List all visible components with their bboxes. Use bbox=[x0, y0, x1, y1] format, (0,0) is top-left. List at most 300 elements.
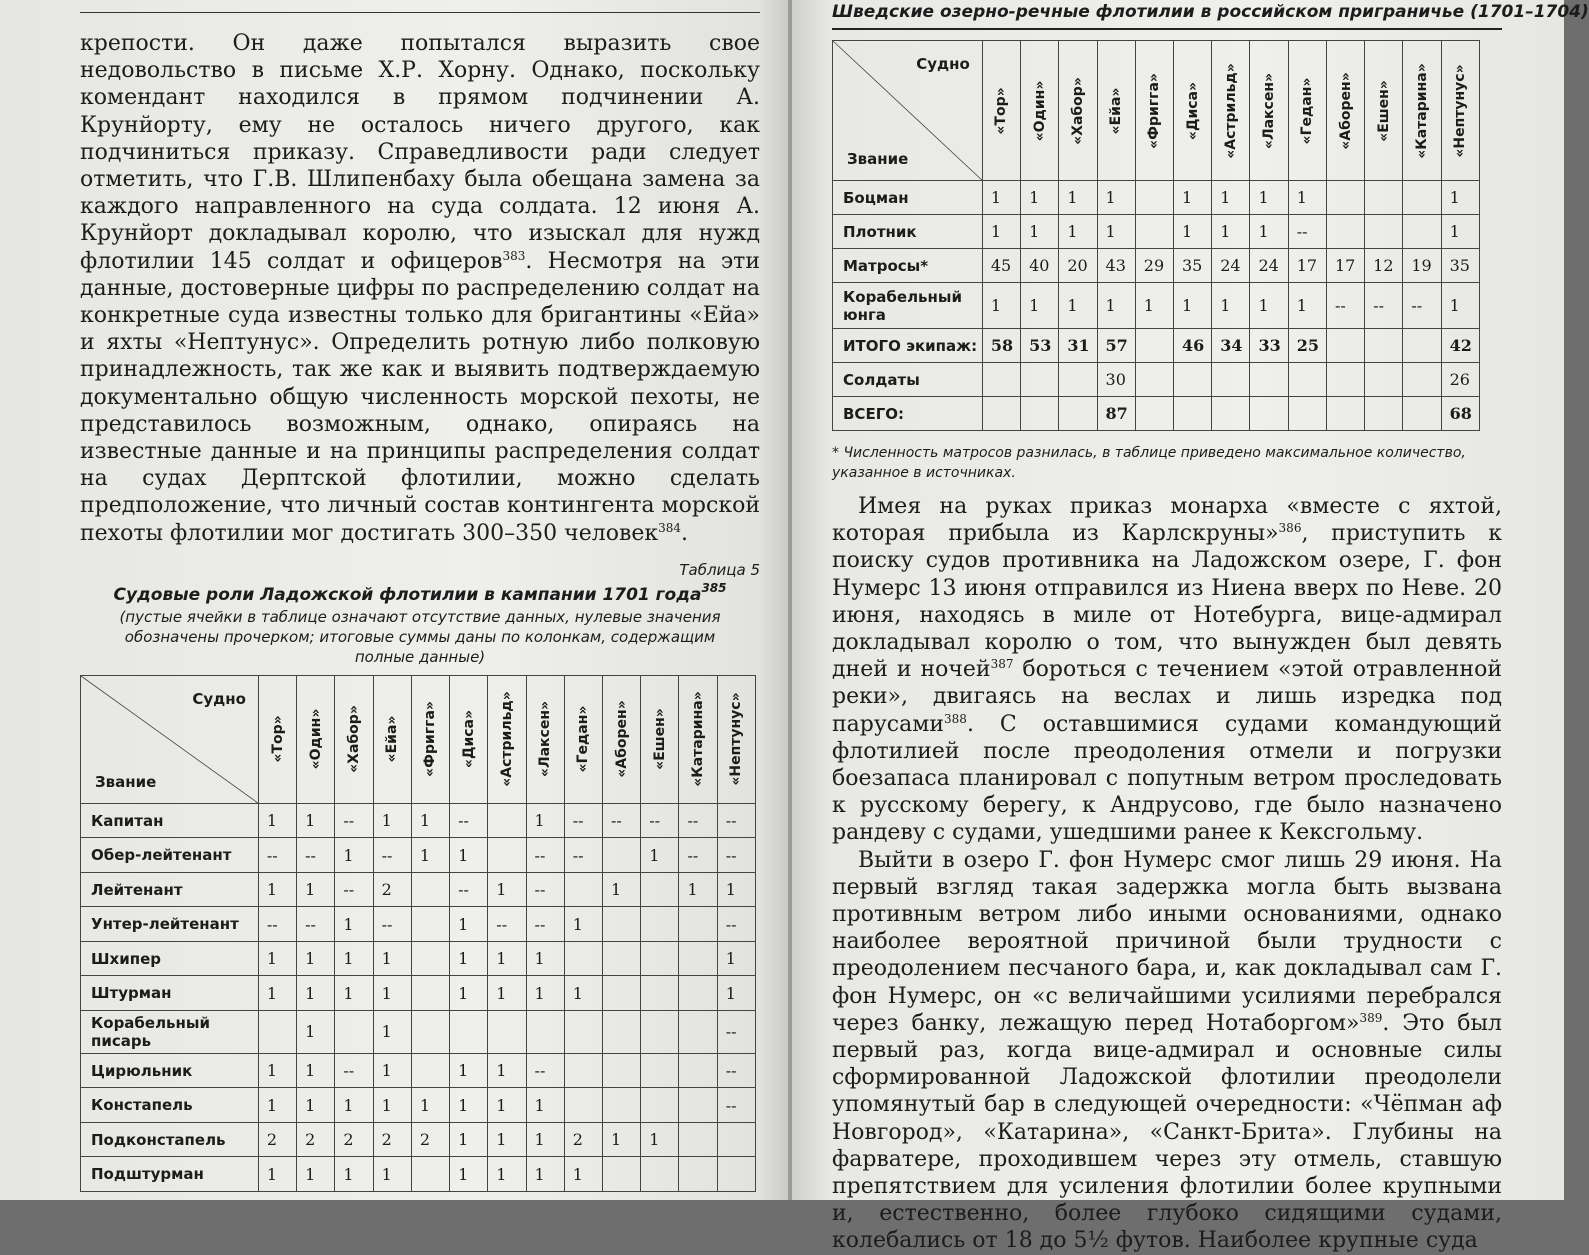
table-cell: 1 bbox=[258, 1157, 296, 1192]
table-cell bbox=[411, 872, 449, 907]
table-cell bbox=[641, 976, 679, 1011]
table-cell bbox=[411, 907, 449, 942]
table-cell: 1 bbox=[1097, 215, 1135, 249]
table-cell: -- bbox=[1403, 283, 1441, 329]
table-cell: -- bbox=[564, 838, 602, 873]
row-label: Корабельный юнга bbox=[833, 283, 983, 329]
table-cell bbox=[982, 397, 1020, 431]
row-label: Подконстапель bbox=[81, 1122, 259, 1157]
table-cell: 29 bbox=[1135, 249, 1173, 283]
table-cell bbox=[641, 907, 679, 942]
table-cell: 1 bbox=[1174, 283, 1212, 329]
right-page bbox=[792, 0, 1589, 1254]
table-cell bbox=[411, 941, 449, 976]
crew-table-right bbox=[832, 40, 1480, 431]
table-cell bbox=[411, 1010, 449, 1053]
ship-header: «Лаксен» bbox=[1250, 41, 1288, 181]
table-cell bbox=[1365, 215, 1403, 249]
table-cell: 1 bbox=[1174, 215, 1212, 249]
table-cell: -- bbox=[564, 803, 602, 838]
table-row bbox=[81, 1053, 756, 1088]
table-cell bbox=[679, 1122, 717, 1157]
table-cell: -- bbox=[335, 872, 373, 907]
table-cell bbox=[1212, 363, 1250, 397]
table-cell bbox=[982, 363, 1020, 397]
table-row bbox=[833, 249, 1480, 283]
table-cell: 2 bbox=[411, 1122, 449, 1157]
table-title bbox=[80, 580, 760, 605]
table-cell bbox=[679, 976, 717, 1011]
table-row bbox=[81, 872, 756, 907]
right-paragraph-2: Выйти в озеро Г. фон Нумерс смог лишь 29 июня. На первый взгляд такая задержка могла быть вызвана противным ветром либо иными основаниями, однако наиболее вероятной причиной были трудности с преодолением песчаного бара, и, как докладывал сам Г. фон Нумерс, он «с величайшими усилиями перебрался через банку, лежащую перед Нотаборгом»$^{389}$. Это был первый раз, когда вице-адмирал и основные силы сформированной Ладожской флотилии преодолели упомянутый бар в следующей очередности: «Чёпман аф Новгород», «Катарина», «Санкт-Брита». Глубины на фарватере, проходившем через эту отмель, ставшую препятствием для усиления флотилии более крупными и, естественно, более глубоко сидящими судами, колебались от 18 до 5½ футов. Наиболее крупные суда bbox=[832, 847, 1503, 1254]
table-cell: -- bbox=[297, 838, 335, 873]
table-cell: 35 bbox=[1441, 249, 1479, 283]
table-cell bbox=[1403, 363, 1441, 397]
table-cell: 1 bbox=[411, 838, 449, 873]
left-paragraph: крепости. Он даже попытался выразить свое недовольство в письме Х.Р. Хорну. Однако, поскольку комендант находился в прямом подчинении А. Крунйорту, ему не осталось ничего другого, как подчиниться приказу. Справедливости ради следует отметить, что Г.В. Шлипенбаху была обещана замена за каждого направленного на суда солдата. 12 июня А. Крунйорт докладывал королю, что изыскал для нужд флотилии 145 солдат и офицеров$^{383}$. Несмотря на эти данные, достоверные цифры по распределению солдат на конкретные суда известны только для бригантины «Ейа» и яхты «Нептунус». Определить ротную либо полковую принадлежность, так же как и выявить подтверждаемую документально общую численность морской пехоты, не представилось возможным, однако, опираясь на известные данные и на принципы распределения солдат на судах Дерптской флотилии, можно сделать предположение, что личный состав контингента морской пехоты флотилии мог достигать 300–350 человек$^{384}$. bbox=[80, 31, 760, 546]
table-row bbox=[81, 1088, 756, 1123]
table-cell: -- bbox=[450, 803, 488, 838]
left-body-text bbox=[80, 30, 760, 547]
table-cell bbox=[679, 1053, 717, 1088]
table-cell: 1 bbox=[1250, 215, 1288, 249]
table-footnote: * Численность матросов разнилась, в таблице приведено максимальное количество, указанное в источниках. bbox=[832, 445, 1466, 481]
table-cell bbox=[450, 1010, 488, 1053]
table-cell: 1 bbox=[1212, 181, 1250, 215]
table-cell: 40 bbox=[1021, 249, 1059, 283]
table-title-text: Судовые роли Ладожской флотилии в кампании 1701 года bbox=[113, 584, 702, 605]
table-cell: 1 bbox=[1288, 283, 1326, 329]
ship-header: «Астрильд» bbox=[488, 675, 526, 803]
table-cell: 1 bbox=[1288, 181, 1326, 215]
ship-header: «Ейа» bbox=[1097, 41, 1135, 181]
table-cell bbox=[1059, 397, 1097, 431]
row-label: Обер-лейтенант bbox=[81, 838, 259, 873]
table-cell bbox=[1135, 181, 1173, 215]
table-cell: 1 bbox=[526, 803, 564, 838]
table-cell: -- bbox=[526, 838, 564, 873]
table-cell: 43 bbox=[1097, 249, 1135, 283]
table-cell bbox=[1174, 397, 1212, 431]
table-cell: 1 bbox=[373, 941, 411, 976]
table-cell bbox=[488, 1010, 526, 1053]
table-cell: -- bbox=[717, 1053, 755, 1088]
table-cell bbox=[679, 907, 717, 942]
ship-header: «Ешен» bbox=[1365, 41, 1403, 181]
table-cell bbox=[1288, 363, 1326, 397]
table-cell: 1 bbox=[526, 1122, 564, 1157]
table-cell: -- bbox=[258, 838, 296, 873]
table-cell bbox=[1326, 215, 1364, 249]
table-cell: 87 bbox=[1097, 397, 1135, 431]
table-cell: 1 bbox=[258, 872, 296, 907]
ship-header: «Ейа» bbox=[373, 675, 411, 803]
ship-header: «Тор» bbox=[258, 675, 296, 803]
row-label: ВСЕГО: bbox=[833, 397, 983, 431]
table-cell: 1 bbox=[641, 838, 679, 873]
table-cell: -- bbox=[297, 907, 335, 942]
table-cell: 17 bbox=[1288, 249, 1326, 283]
table-cell: 1 bbox=[297, 1053, 335, 1088]
table-cell: -- bbox=[1326, 283, 1364, 329]
table-cell: 1 bbox=[258, 976, 296, 1011]
table-cell: 1 bbox=[1250, 181, 1288, 215]
table-cell bbox=[603, 941, 641, 976]
table-row bbox=[81, 1157, 756, 1192]
table-cell: -- bbox=[526, 907, 564, 942]
table-cell: 1 bbox=[450, 976, 488, 1011]
table-cell: -- bbox=[526, 1053, 564, 1088]
table-cell bbox=[411, 1157, 449, 1192]
table-cell bbox=[564, 1053, 602, 1088]
table-cell: -- bbox=[335, 803, 373, 838]
table-cell bbox=[1212, 397, 1250, 431]
table-cell: 1 bbox=[450, 1157, 488, 1192]
table-cell: 1 bbox=[373, 803, 411, 838]
table-row bbox=[833, 329, 1480, 363]
table-cell: 1 bbox=[1097, 181, 1135, 215]
table-row bbox=[81, 803, 756, 838]
table-cell: 2 bbox=[373, 872, 411, 907]
table-corner-cell bbox=[81, 675, 259, 803]
table-cell bbox=[1288, 397, 1326, 431]
table-cell bbox=[1365, 181, 1403, 215]
row-label: Шхипер bbox=[81, 941, 259, 976]
table-row bbox=[833, 215, 1480, 249]
table-row bbox=[833, 181, 1480, 215]
table-cell: 1 bbox=[258, 803, 296, 838]
ship-header: «Фригга» bbox=[411, 675, 449, 803]
table-cell: 1 bbox=[1021, 215, 1059, 249]
table-cell: 1 bbox=[1441, 215, 1479, 249]
table-cell: 58 bbox=[982, 329, 1020, 363]
table-cell: 1 bbox=[982, 181, 1020, 215]
table-cell: 1 bbox=[1059, 181, 1097, 215]
left-page bbox=[0, 0, 790, 1200]
corner-ship-label: Судно bbox=[192, 689, 246, 708]
table-cell: 2 bbox=[258, 1122, 296, 1157]
table-cell: 1 bbox=[297, 976, 335, 1011]
table-cell bbox=[488, 838, 526, 873]
table-cell bbox=[717, 1122, 755, 1157]
table-cell: 45 bbox=[982, 249, 1020, 283]
table-cell: 1 bbox=[373, 976, 411, 1011]
table-cell: 1 bbox=[297, 803, 335, 838]
table-cell: 1 bbox=[603, 1122, 641, 1157]
table-cell bbox=[603, 907, 641, 942]
table-row bbox=[81, 976, 756, 1011]
table-cell bbox=[1250, 363, 1288, 397]
table-cell bbox=[603, 838, 641, 873]
table-cell bbox=[1326, 397, 1364, 431]
table-cell: -- bbox=[258, 907, 296, 942]
table-cell: 1 bbox=[258, 1088, 296, 1123]
table-title-ref: 385 bbox=[701, 580, 727, 595]
ship-header: «Хабор» bbox=[335, 675, 373, 803]
table-cell: 2 bbox=[335, 1122, 373, 1157]
row-label: Капитан bbox=[81, 803, 259, 838]
table-cell: 1 bbox=[297, 1157, 335, 1192]
table-cell bbox=[641, 1010, 679, 1053]
table-cell bbox=[1135, 329, 1173, 363]
ship-header: «Аборен» bbox=[603, 675, 641, 803]
table-cell: 1 bbox=[450, 1053, 488, 1088]
table-cell: 1 bbox=[1135, 283, 1173, 329]
table-cell bbox=[1135, 215, 1173, 249]
table-cell: 1 bbox=[1212, 215, 1250, 249]
table-cell bbox=[641, 1088, 679, 1123]
table-label: Таблица 5 bbox=[679, 560, 760, 579]
table-cell: -- bbox=[717, 1088, 755, 1123]
table-cell: 2 bbox=[564, 1122, 602, 1157]
table-cell: 1 bbox=[564, 907, 602, 942]
table-cell bbox=[411, 976, 449, 1011]
table-cell bbox=[526, 1010, 564, 1053]
table-cell bbox=[1326, 363, 1364, 397]
table-cell: 1 bbox=[297, 941, 335, 976]
table-cell: -- bbox=[1288, 215, 1326, 249]
table-cell bbox=[564, 941, 602, 976]
table-cell: -- bbox=[1365, 283, 1403, 329]
table-cell: 1 bbox=[373, 1088, 411, 1123]
table-cell: 1 bbox=[488, 1122, 526, 1157]
table-cell bbox=[1135, 363, 1173, 397]
table-cell: 20 bbox=[1059, 249, 1097, 283]
table-cell: 1 bbox=[488, 1053, 526, 1088]
table-cell: 1 bbox=[564, 1157, 602, 1192]
table-cell: 1 bbox=[717, 976, 755, 1011]
table-cell: 1 bbox=[373, 1157, 411, 1192]
table-cell: -- bbox=[717, 838, 755, 873]
table-cell: -- bbox=[335, 1053, 373, 1088]
table-cell bbox=[679, 1157, 717, 1192]
table-cell: 1 bbox=[1021, 181, 1059, 215]
row-label: Лейтенант bbox=[81, 872, 259, 907]
table-cell: 1 bbox=[373, 1010, 411, 1053]
row-label: ИТОГО экипаж: bbox=[833, 329, 983, 363]
row-label: Корабельный писарь bbox=[81, 1010, 259, 1053]
table-cell bbox=[1365, 397, 1403, 431]
table-cell: -- bbox=[373, 907, 411, 942]
table-cell: 30 bbox=[1097, 363, 1135, 397]
table-cell bbox=[1135, 397, 1173, 431]
table-cell: 1 bbox=[603, 872, 641, 907]
table-cell: 1 bbox=[258, 941, 296, 976]
table-cell: 1 bbox=[1059, 215, 1097, 249]
table-cell: 1 bbox=[373, 1053, 411, 1088]
table-cell: 1 bbox=[641, 1122, 679, 1157]
table-cell: -- bbox=[488, 907, 526, 942]
table-cell: 1 bbox=[335, 838, 373, 873]
table-cell: 1 bbox=[488, 1157, 526, 1192]
table-cell bbox=[603, 1157, 641, 1192]
table-cell: -- bbox=[717, 803, 755, 838]
table-cell bbox=[1059, 363, 1097, 397]
ship-header: «Хабор» bbox=[1059, 41, 1097, 181]
table-cell bbox=[258, 1010, 296, 1053]
table-cell: 1 bbox=[1212, 283, 1250, 329]
table-row bbox=[81, 941, 756, 976]
table-cell bbox=[1365, 363, 1403, 397]
top-rule bbox=[80, 12, 760, 13]
table-cell bbox=[603, 1088, 641, 1123]
table-cell bbox=[1365, 329, 1403, 363]
table-cell bbox=[564, 1010, 602, 1053]
table-row bbox=[833, 283, 1480, 329]
table-cell: 57 bbox=[1097, 329, 1135, 363]
ship-header: «Катарина» bbox=[679, 675, 717, 803]
corner-ship-label: Судно bbox=[916, 55, 970, 73]
table-cell: 1 bbox=[335, 1088, 373, 1123]
table-cell: 24 bbox=[1212, 249, 1250, 283]
table-cell: 1 bbox=[450, 1122, 488, 1157]
table-cell: 31 bbox=[1059, 329, 1097, 363]
table-cell: 1 bbox=[335, 1157, 373, 1192]
table-cell: 1 bbox=[526, 1088, 564, 1123]
table-cell: 1 bbox=[450, 907, 488, 942]
table-cell bbox=[679, 1010, 717, 1053]
table-cell: 1 bbox=[1097, 283, 1135, 329]
right-paragraph-1: Имея на руках приказ монарха «вместе с яхтой, которая прибыла из Карлскруны»$^{386}$, приступить к поиску судов противника на Ладожском озере, Г. фон Нумерс 13 июня отправился из Ниена вверх по Неве. 20 июня, находясь в миле от Нотебурга, вице-адмирал докладывал королю о том, что вынужден был девять дней и ночей$^{387}$ бороться с течением «этой отравленной реки», двигаясь на веслах и лишь изредка под парусами$^{388}$. С оставшимися судами командующий флотилией после преодоления отмели и погрузки боезапаса планировал с попутным ветром проследовать к русскому берегу, к Андрусово, где было назначено рандеву с судами, ушедшими ранее к Кексгольму. bbox=[832, 494, 1502, 846]
corner-rank-label: Звание bbox=[95, 772, 157, 791]
table-cell: 1 bbox=[526, 941, 564, 976]
table-cell: 1 bbox=[717, 872, 755, 907]
row-label: Матросы* bbox=[833, 249, 983, 283]
table-cell: 1 bbox=[526, 1157, 564, 1192]
table-cell bbox=[641, 1157, 679, 1192]
table-cell: 1 bbox=[1021, 283, 1059, 329]
row-label: Плотник bbox=[833, 215, 983, 249]
table-cell: 19 bbox=[1403, 249, 1441, 283]
table-cell bbox=[603, 976, 641, 1011]
table-row bbox=[81, 1122, 756, 1157]
table-cell: 1 bbox=[1441, 181, 1479, 215]
running-head: Шведские озерно-речные флотилии в российском приграничье (1701–1704) bbox=[832, 0, 1502, 30]
table-cell: 1 bbox=[335, 976, 373, 1011]
table-cell: 2 bbox=[297, 1122, 335, 1157]
table-cell bbox=[641, 941, 679, 976]
table-cell: 1 bbox=[982, 215, 1020, 249]
right-body-text bbox=[832, 493, 1502, 1255]
ship-header: «Аборен» bbox=[1326, 41, 1364, 181]
ship-header: «Тор» bbox=[982, 41, 1020, 181]
row-label: Унтер-лейтенант bbox=[81, 907, 259, 942]
row-label: Штурман bbox=[81, 976, 259, 1011]
table-cell: -- bbox=[373, 838, 411, 873]
table-cell: 1 bbox=[526, 976, 564, 1011]
row-label: Констапель bbox=[81, 1088, 259, 1123]
table-cell: -- bbox=[679, 838, 717, 873]
table-cell bbox=[1021, 363, 1059, 397]
table-cell: 42 bbox=[1441, 329, 1479, 363]
table-cell: 1 bbox=[450, 941, 488, 976]
table-cell: -- bbox=[450, 872, 488, 907]
row-label: Боцман bbox=[833, 181, 983, 215]
table-cell: -- bbox=[679, 803, 717, 838]
table-cell bbox=[717, 1157, 755, 1192]
ship-header: «Нептунус» bbox=[1441, 41, 1479, 181]
table-cell: 1 bbox=[411, 803, 449, 838]
table-cell: 1 bbox=[564, 976, 602, 1011]
corner-rank-label: Звание bbox=[847, 150, 909, 168]
table-cell: 1 bbox=[450, 1088, 488, 1123]
table-cell bbox=[1403, 215, 1441, 249]
table-cell bbox=[1403, 329, 1441, 363]
table-cell: 1 bbox=[488, 941, 526, 976]
table-cell: 53 bbox=[1021, 329, 1059, 363]
table-cell: 1 bbox=[335, 907, 373, 942]
table-cell: 1 bbox=[1059, 283, 1097, 329]
row-label: Подштурман bbox=[81, 1157, 259, 1192]
ship-header: «Один» bbox=[297, 675, 335, 803]
table-cell: 1 bbox=[488, 976, 526, 1011]
ship-header: «Гедан» bbox=[564, 675, 602, 803]
table-cell: 1 bbox=[679, 872, 717, 907]
table-cell: 1 bbox=[1174, 181, 1212, 215]
table-cell: -- bbox=[717, 1010, 755, 1053]
table-cell bbox=[1403, 181, 1441, 215]
table-cell: 1 bbox=[1441, 283, 1479, 329]
table-cell bbox=[1326, 329, 1364, 363]
ship-header: «Один» bbox=[1021, 41, 1059, 181]
table-cell: 17 bbox=[1326, 249, 1364, 283]
table-cell bbox=[1174, 363, 1212, 397]
row-label: Цирюльник bbox=[81, 1053, 259, 1088]
table-row bbox=[81, 907, 756, 942]
table-cell: 25 bbox=[1288, 329, 1326, 363]
table-cell bbox=[679, 941, 717, 976]
table-cell: 68 bbox=[1441, 397, 1479, 431]
table-cell: -- bbox=[603, 803, 641, 838]
table-cell: -- bbox=[526, 872, 564, 907]
table-cell: 1 bbox=[488, 1088, 526, 1123]
table-cell bbox=[564, 872, 602, 907]
ship-header: «Диса» bbox=[450, 675, 488, 803]
table-cell: 1 bbox=[982, 283, 1020, 329]
row-label: Солдаты bbox=[833, 363, 983, 397]
table-cell: 1 bbox=[258, 1053, 296, 1088]
table-cell: 35 bbox=[1174, 249, 1212, 283]
table-cell bbox=[679, 1088, 717, 1123]
table-cell: 24 bbox=[1250, 249, 1288, 283]
table-note: (пустые ячейки в таблице означают отсутствие данных, нулевые значения обозначены прочерком; итоговые суммы даны по колонкам, содержащим полные данные) bbox=[119, 607, 721, 666]
table-cell: 1 bbox=[297, 1088, 335, 1123]
table-cell bbox=[603, 1010, 641, 1053]
table-cell: 26 bbox=[1441, 363, 1479, 397]
table-cell bbox=[335, 1010, 373, 1053]
table-cell bbox=[1403, 397, 1441, 431]
table-cell: 1 bbox=[1250, 283, 1288, 329]
table-cell: -- bbox=[717, 907, 755, 942]
table-cell: -- bbox=[641, 803, 679, 838]
ship-header: «Ешен» bbox=[641, 675, 679, 803]
table-cell bbox=[1326, 181, 1364, 215]
table-row bbox=[81, 838, 756, 873]
crew-table-left bbox=[80, 675, 756, 1192]
table-row bbox=[833, 397, 1480, 431]
right-table-body bbox=[833, 181, 1480, 431]
table-cell: 1 bbox=[297, 1010, 335, 1053]
left-table-body bbox=[81, 803, 756, 1191]
table-cell: 1 bbox=[335, 941, 373, 976]
ship-header: «Нептунус» bbox=[717, 675, 755, 803]
table-cell bbox=[411, 1053, 449, 1088]
table-cell: 1 bbox=[488, 872, 526, 907]
table-cell: 1 bbox=[450, 838, 488, 873]
ship-header: «Астрильд» bbox=[1212, 41, 1250, 181]
ship-header: «Гедан» bbox=[1288, 41, 1326, 181]
ship-header: «Катарина» bbox=[1403, 41, 1441, 181]
